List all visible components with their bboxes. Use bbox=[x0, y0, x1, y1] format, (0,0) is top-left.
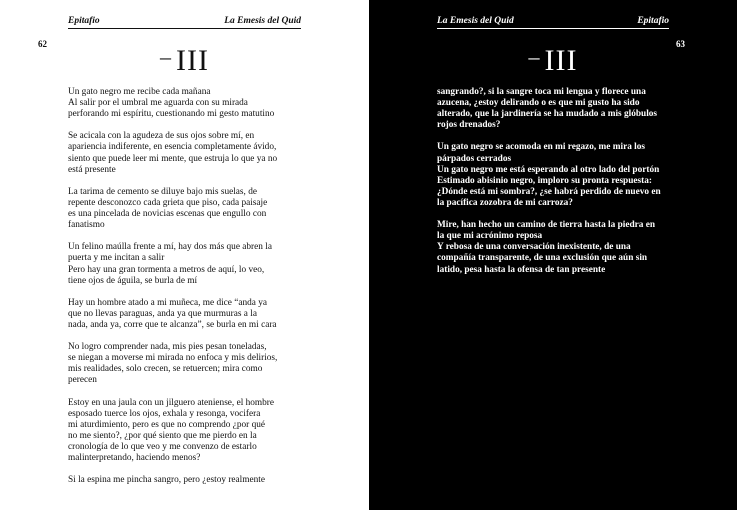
stanza bbox=[68, 475, 327, 486]
chapter-title-dash: – bbox=[160, 44, 172, 69]
verse-line: No logro comprender nada, mis pies pesan toneladas, bbox=[68, 342, 267, 353]
page-number: 63 bbox=[676, 39, 685, 49]
verse-line: Al salir por el umbral me aguarda con su mirada bbox=[68, 98, 248, 109]
header-section-title: Epitafio bbox=[68, 16, 100, 26]
chapter-title-dash: – bbox=[528, 44, 541, 69]
running-header bbox=[437, 14, 669, 29]
verse-line: mi aturdimiento, pero es que no comprendo ¿por qué bbox=[68, 419, 265, 430]
verse-line: Un gato negro me está esperando al otro lado del portón bbox=[437, 164, 660, 175]
chapter-title bbox=[369, 44, 737, 78]
verse-line: siento que puede leer mi mente, que estruja lo que ya no bbox=[68, 153, 278, 164]
verse-line: que no llevas paraguas, anda ya que murmuras a la bbox=[68, 308, 257, 319]
verse-line: latido, pesa hasta la ofensa de tan presente bbox=[437, 264, 606, 275]
stanza bbox=[68, 87, 327, 120]
verse-line: Hay un hombre atado a mi muñeca, me dice “anda ya bbox=[68, 297, 268, 308]
right-page bbox=[369, 0, 737, 510]
verse-line: sangrando?, si la sangre toca mi lengua y florece una bbox=[437, 87, 646, 97]
verse-line: Estimado abisinio negro, imploro su pronta respuesta: bbox=[437, 175, 652, 186]
stanza bbox=[68, 242, 327, 286]
verse-line: Mire, han hecho un camino de tierra hasta la piedra en bbox=[437, 220, 656, 231]
verse-line: la que mi acrónimo reposa bbox=[437, 231, 543, 242]
verse-line: Pero hay una gran tormenta a metros de aquí, lo veo, bbox=[68, 264, 265, 275]
verse-line: Se acicala con la agudeza de sus ojos sobre mí, en bbox=[68, 131, 255, 142]
verse-line: no me siento?, ¿por qué siento que me pierdo en la bbox=[68, 430, 257, 441]
stanza bbox=[68, 298, 327, 331]
verse-line: La tarima de cemento se diluye bajo mis suelas, de bbox=[68, 186, 257, 197]
verse-line: Un gato negro se acomoda en mi regazo, me mira los bbox=[437, 142, 646, 153]
verse-line: malinterpretando, haciendo menos? bbox=[68, 453, 201, 464]
chapter-title bbox=[0, 44, 369, 78]
verse-line: tiene ojos de águila, se burla de mí bbox=[68, 275, 198, 286]
verse-line: cronología de lo que veo y me convenzo de estarlo bbox=[68, 442, 257, 452]
poem-body bbox=[437, 87, 685, 287]
verse-line: es una pincelada de novicias escenas que engullo con bbox=[68, 209, 267, 220]
stanza bbox=[437, 220, 685, 275]
chapter-title-numeral: III bbox=[544, 44, 578, 77]
verse-line: ¿Dónde está mi sombra?, ¿se habrá perdido de nuevo en bbox=[437, 186, 661, 197]
verse-line: Un gato negro me recibe cada mañana bbox=[68, 87, 211, 97]
verse-line: alterado, que la jardinería se ha mudado a mis glóbulos bbox=[437, 109, 658, 120]
verse-line: se niegan a moverse mi mirada no enfoca y mis delirios, bbox=[68, 353, 278, 364]
verse-line: Y rebosa de una conversación inexistente, de una bbox=[437, 242, 631, 253]
verse-line: nada, anda ya, corre que te alcanza”, se burla en mi cara bbox=[68, 319, 277, 330]
verse-line: Estoy en una jaula con un jilguero ateniense, el hombre bbox=[68, 397, 275, 408]
verse-line: mis realidades, solo crecen, se retuercen; mira como bbox=[68, 364, 263, 375]
header-book-title: La Emesis del Quid bbox=[437, 16, 514, 26]
verse-line: párpados cerrados bbox=[437, 153, 512, 164]
verse-line: azucena, ¿estoy delirando o es que mi gusto ha sido bbox=[437, 98, 640, 109]
verse-line: repente desconozco cada grieta que piso, cada paisaje bbox=[68, 197, 268, 208]
verse-line: perforando mi espíritu, cuestionando mi gesto matutino bbox=[68, 109, 275, 120]
verse-line: fanatismo bbox=[68, 220, 105, 231]
header-section-title: Epitafio bbox=[637, 16, 669, 26]
running-header bbox=[68, 14, 301, 29]
header-book-title: La Emesis del Quid bbox=[224, 16, 301, 26]
stanza bbox=[437, 142, 685, 209]
poem-body bbox=[68, 87, 327, 497]
verse-line: Un felino maúlla frente a mí, hay dos más que abren la bbox=[68, 242, 272, 253]
verse-line: puerta y me incitan a salir bbox=[68, 253, 165, 264]
verse-line: perecen bbox=[68, 375, 97, 386]
chapter-title-numeral: III bbox=[176, 44, 209, 77]
stanza bbox=[68, 187, 327, 231]
verse-line: Si la espina me pincha sangro, pero ¿estoy realmente bbox=[68, 475, 265, 486]
verse-line: la pacífica zozobra de mi carroza? bbox=[437, 197, 573, 208]
stanza bbox=[437, 87, 685, 131]
stanza bbox=[68, 131, 327, 175]
verse-line: está presente bbox=[68, 164, 116, 175]
page-number: 62 bbox=[38, 39, 47, 49]
verse-line: compañía transparente, de una exclusión que aún sin bbox=[437, 253, 648, 264]
verse-line: esposado tuerce los ojos, exhala y resonga, vocifera bbox=[68, 408, 261, 419]
stanza bbox=[68, 398, 327, 465]
stanza bbox=[68, 342, 327, 386]
verse-line: rojos drenados? bbox=[437, 120, 501, 131]
verse-line: apariencia indiferente, en esencia completamente ávido, bbox=[68, 142, 277, 153]
